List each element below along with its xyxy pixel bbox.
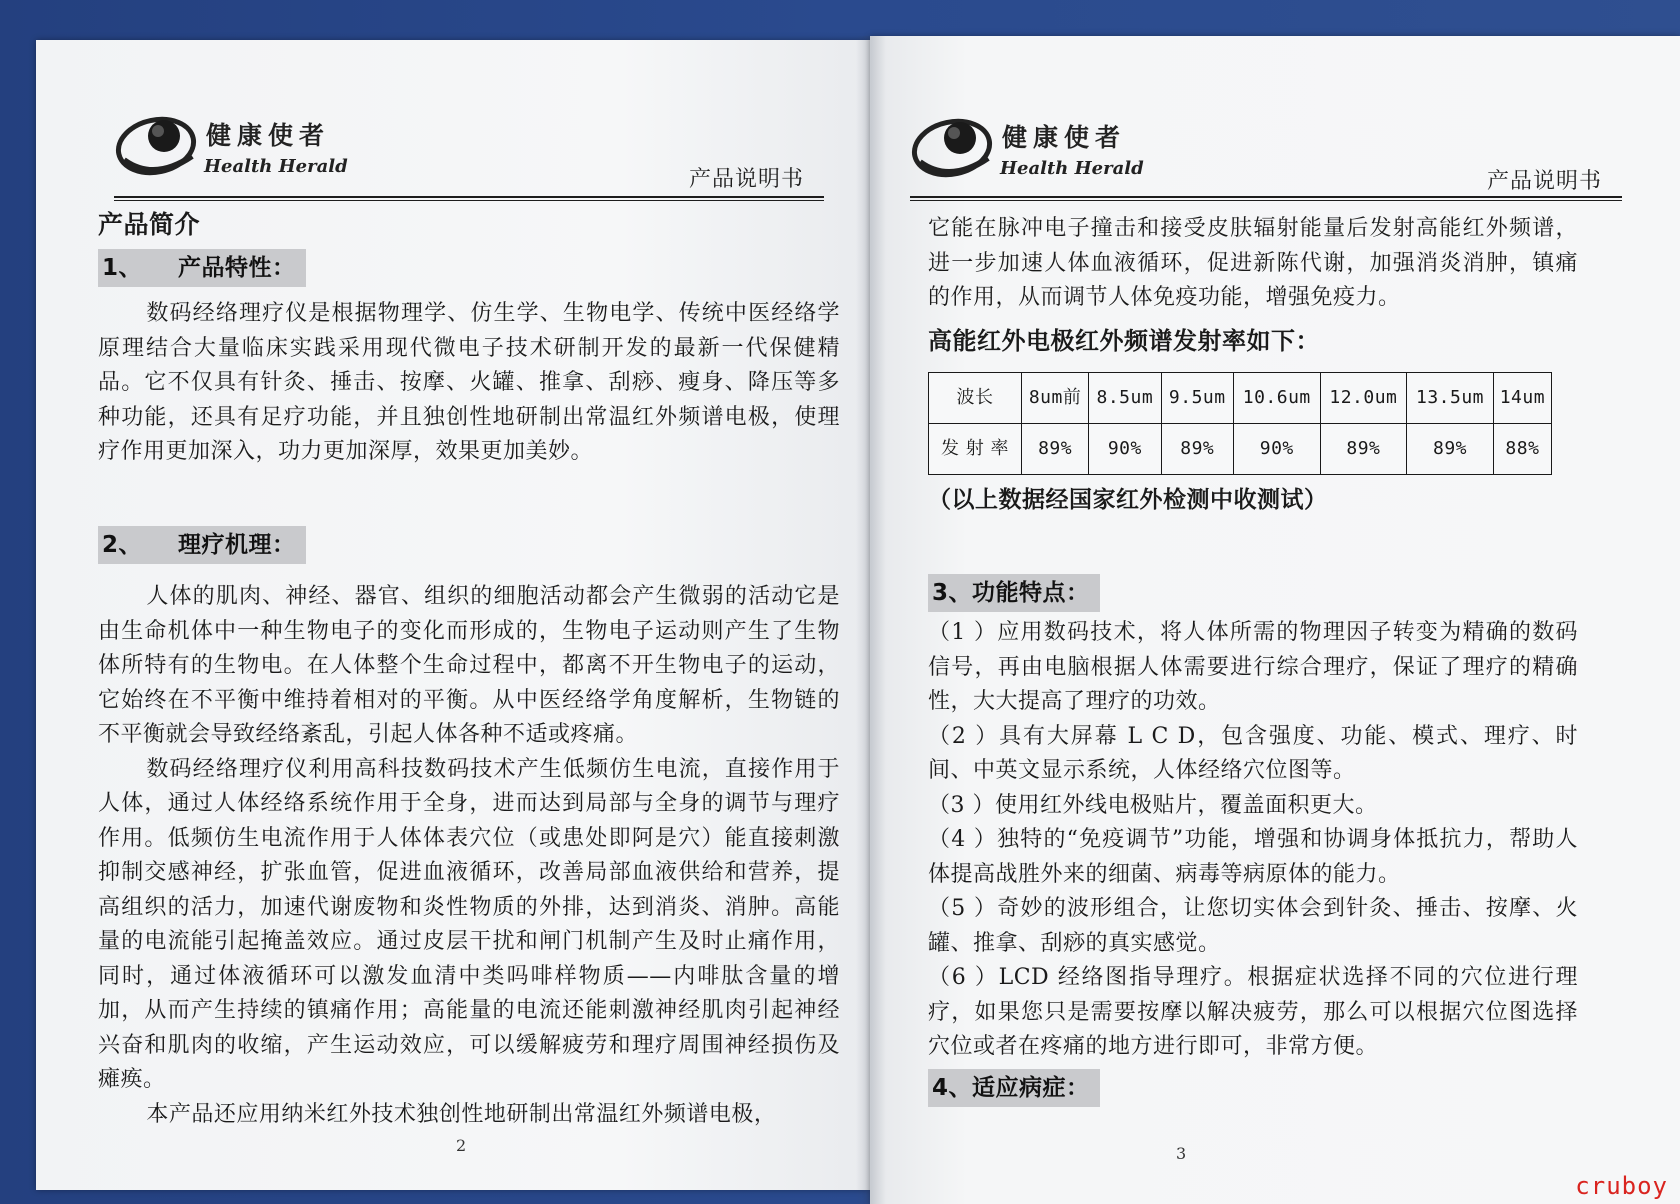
watermark: cruboy [1575, 1172, 1668, 1200]
table-cell: 13.5um [1407, 373, 1494, 424]
header-rule-thin [910, 200, 1622, 201]
table-cell: 10.6um [1233, 373, 1320, 424]
table-cell: 12.0um [1320, 373, 1407, 424]
table-cell: 90% [1233, 424, 1320, 475]
table-cell: 14um [1493, 373, 1551, 424]
table-cell: 89% [1161, 424, 1233, 475]
list-item: （5 ）奇妙的波形组合，让您切实体会到针灸、捶击、按摩、火罐、推拿、刮痧的真实感觉。 [928, 896, 1578, 956]
left-page [36, 40, 870, 1190]
section1-number: 1、 [102, 254, 143, 281]
section1-title: 产品特性： [178, 254, 296, 281]
table-cell: 89% [1320, 424, 1407, 475]
page-number-right: 3 [1176, 1144, 1187, 1163]
table-cell: 90% [1089, 424, 1161, 475]
table-header-wavelength: 波长 [929, 373, 1022, 424]
brand-name-cn: 健康使者 [1002, 123, 1127, 152]
section2-paragraph-3: 本产品还应用纳米红外技术独创性地研制出常温红外频谱电极， [146, 1101, 777, 1127]
book-gutter [856, 36, 886, 1204]
section3-heading [928, 574, 1578, 613]
list-item: （4 ）独特的“免疫调节”功能，增强和协调身体抵抗力，帮助人体提高战胜外来的细菌、病毒等病原体的能力。 [928, 827, 1578, 887]
table-cell: 8.5um [1089, 373, 1161, 424]
brand-name-en: Health Herald [204, 156, 348, 177]
doc-label: 产品说明书 [688, 167, 804, 192]
table-row-wavelength [929, 373, 1552, 424]
section2-paragraph-2: 数码经络理疗仪利用高科技数码技术产生低频仿生电流，直接作用于人体，通过人体经络系统作用于全身，进而达到局部与全身的调节与理疗作用。低频仿生电流作用于人体体表穴位（或患处即阿是穴）能直接刺激抑制交感神经，扩张血管，促进血液循环，改善局部血液供给和营养，提高组织的活力，加速代谢废物和炎性物质的外排，达到消炎、消肿。高能量的电流能引起掩盖效应。通过皮层干扰和闸门机制产生及时止痛作用，同时，通过体液循环可以激发血清中类吗啡样物质——内啡肽含量的增加，从而产生持续的镇痛作用；高能量的电流还能刺激神经肌肉引起神经兴奋和肌肉的收缩，产生运动效应，可以缓解疲劳和理疗周围神经损伤及瘫痪。 [98, 756, 840, 1092]
left-page-header [114, 96, 824, 206]
list-item: （3 ）使用红外线电极贴片，覆盖面积更大。 [928, 792, 1378, 818]
right-page [870, 36, 1680, 1204]
brand-name-cn: 健康使者 [206, 121, 331, 150]
table-cell: 8um前 [1022, 373, 1089, 424]
table-cell: 89% [1022, 424, 1089, 475]
page-number-left: 2 [456, 1136, 467, 1155]
brand-name-en: Health Herald [1000, 158, 1144, 179]
left-page-content [98, 208, 840, 1132]
emissivity-table [928, 372, 1552, 475]
table-title: 高能红外电极红外频谱发射率如下： [928, 326, 1320, 355]
section1-heading [98, 249, 840, 288]
list-item: （2 ）具有大屏幕 L C D，包含强度、功能、模式、理疗、时间、中英文显示系统，人体经络穴位图等。 [928, 723, 1578, 783]
right-page-header [910, 98, 1622, 208]
table-note: （以上数据经国家红外检测中收测试） [928, 487, 1328, 513]
table-cell: 9.5um [1161, 373, 1233, 424]
section3-title: 3、功能特点： [928, 574, 1100, 613]
feature-list [928, 616, 1578, 1065]
page-title: 产品简介 [98, 210, 201, 239]
section4-heading [928, 1069, 1578, 1108]
table-cell: 88% [1493, 424, 1551, 475]
table-row-emissivity [929, 424, 1552, 475]
table-cell: 89% [1407, 424, 1494, 475]
list-item: （1 ）应用数码技术，将人体所需的物理因子转变为精确的数码信号，再由电脑根据人体需要进行综合理疗，保证了理疗的精确性，大大提高了理疗的功效。 [928, 620, 1578, 714]
section1-paragraph: 数码经络理疗仪是根据物理学、仿生学、生物电学、传统中医经络学原理结合大量临床实践采用现代微电子技术研制开发的最新一代保健精品。它不仅具有针灸、捶击、按摩、火罐、推拿、刮痧、瘦身、降压等多种功能，还具有足疗功能，并且独创性地研制出常温红外频谱电极，使理疗作用更加深入，功力更加深厚，效果更加美妙。 [98, 301, 840, 464]
right-page-content [928, 212, 1578, 1107]
header-rule-thin [114, 200, 824, 201]
header-rule [910, 196, 1622, 198]
intro-paragraph: 它能在脉冲电子撞击和接受皮肤辐射能量后发射高能红外频谱，进一步加速人体血液循环，促进新陈代谢，加强消炎消肿，镇痛的作用，从而调节人体免疫功能，增强免疫力。 [928, 216, 1578, 310]
header-rule [114, 196, 824, 198]
section2-number: 2、 [102, 531, 143, 558]
section2-heading [98, 526, 840, 565]
section4-title: 4、适应病症： [928, 1069, 1100, 1108]
doc-label: 产品说明书 [1486, 169, 1602, 194]
table-header-emissivity: 发 射 率 [929, 424, 1022, 475]
section2-paragraph-1: 人体的肌肉、神经、器官、组织的细胞活动都会产生微弱的活动它是由生命机体中一种生物电子的变化而形成的，生物电子运动则产生了生物体所特有的生物电。在人体整个生命过程中，都离不开生物电子的运动，它始终在不平衡中维持着相对的平衡。从中医经络学角度解析，生物链的不平衡就会导致经络紊乱，引起人体各种不适或疼痛。 [98, 584, 840, 747]
list-item: （6 ）LCD 经络图指导理疗。根据症状选择不同的穴位进行理疗，如果您只是需要按摩以解决疲劳，那么可以根据穴位图选择穴位或者在疼痛的地方进行即可，非常方便。 [928, 965, 1578, 1059]
section2-title: 理疗机理： [178, 531, 296, 558]
